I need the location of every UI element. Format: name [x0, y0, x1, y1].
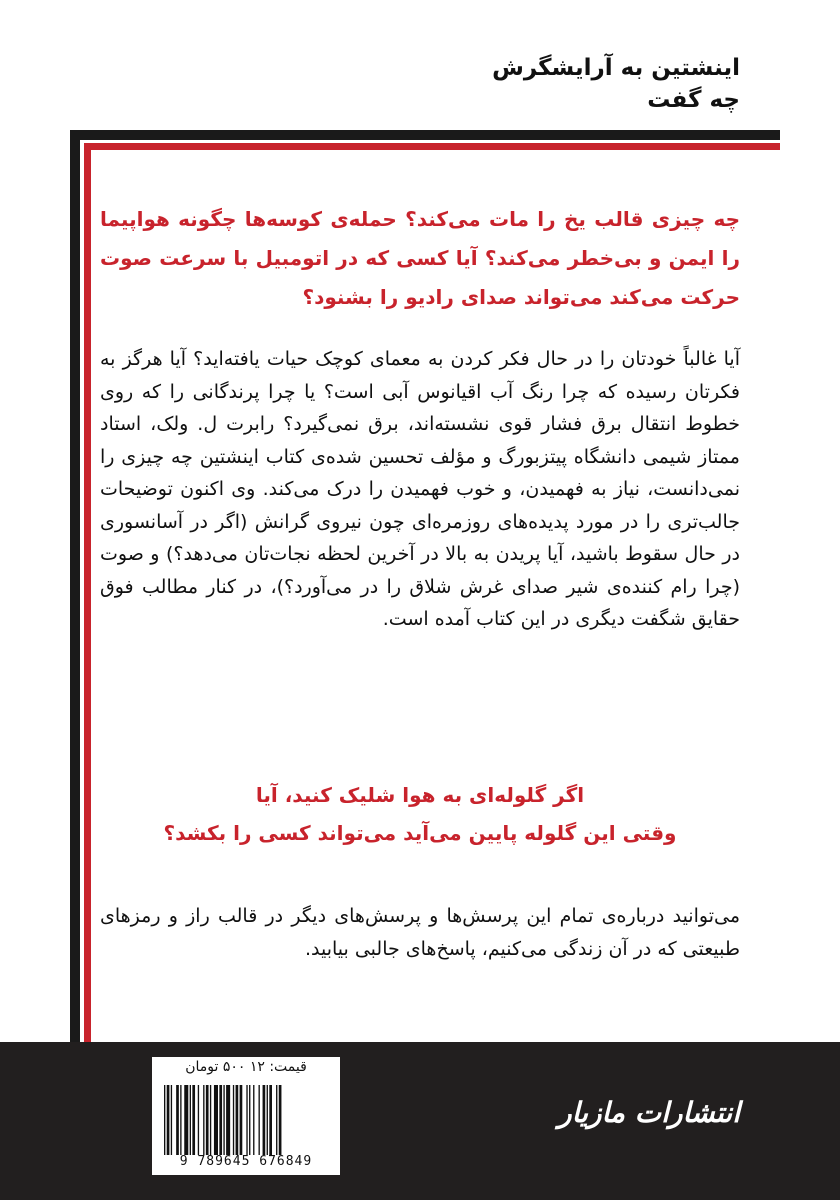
barcode-bar: [236, 1085, 239, 1155]
barcode-bar: [192, 1085, 195, 1155]
barcode-bar: [267, 1085, 268, 1155]
frame-left-red: [84, 143, 91, 1042]
book-title-line2: چه گفت: [647, 87, 740, 113]
barcode-bar: [214, 1085, 218, 1155]
barcode-bar: [167, 1085, 170, 1155]
barcode-bar: [210, 1085, 211, 1155]
isbn-barcode: [160, 1085, 332, 1155]
barcode-bar: [206, 1085, 209, 1155]
frame-top-red: [84, 143, 780, 150]
barcode-bar: [240, 1085, 243, 1155]
frame-top-black: [70, 130, 780, 140]
publisher-logo: انتشارات مازیار: [558, 1096, 740, 1129]
barcode-bar: [171, 1085, 172, 1155]
barcode-bar: [198, 1085, 199, 1155]
barcode-bar: [259, 1085, 260, 1155]
barcode-bar: [253, 1085, 254, 1155]
barcode-bar: [219, 1085, 222, 1155]
book-title: [492, 52, 740, 116]
barcode-bar: [226, 1085, 230, 1155]
highlight-quote-line2: وقتی این گلوله پایین می‌آید می‌تواند کسی را بکشد؟: [163, 821, 677, 845]
price-barcode-box: [152, 1057, 340, 1175]
barcode-bar: [176, 1085, 179, 1155]
frame-left-black: [70, 130, 80, 1042]
barcode-bar: [180, 1085, 181, 1155]
barcode-bar: [190, 1085, 191, 1155]
barcode-bar: [233, 1085, 234, 1155]
highlight-quote: [0, 776, 840, 852]
price-label: قیمت: ۱۲ ۵۰۰ تومان: [185, 1059, 307, 1075]
book-title-line1: اینشتین به آرایشگرش: [492, 55, 740, 81]
barcode-bar: [249, 1085, 250, 1155]
barcode-bar: [246, 1085, 247, 1155]
barcode-bar: [184, 1085, 188, 1155]
barcode-bar: [223, 1085, 224, 1155]
highlight-quote-line1: اگر گلوله‌ای به هوا شلیک کنید، آیا: [255, 783, 585, 807]
barcode-bar: [203, 1085, 204, 1155]
barcode-bar: [276, 1085, 277, 1155]
barcode-bar: [263, 1085, 266, 1155]
barcode-bar: [279, 1085, 282, 1155]
barcode-bar: [164, 1085, 165, 1155]
lead-paragraph: چه چیزی قالب یخ را مات می‌کند؟ حمله‌ی کوسه‌ها چگونه هواپیما را ایمن و بی‌خطر می‌کند؟ آیا کسی که در اتومبیل با سرعت صوت حرکت می‌کند می‌تواند صدای رادیو را بشنود؟: [100, 207, 740, 309]
barcode-bar: [269, 1085, 272, 1155]
closing-paragraph: می‌توانید درباره‌ی تمام این پرسش‌ها و پرسش‌های دیگر در قالب راز و رمزهای طبیعتی که در آن زندگی می‌کنیم، پاسخ‌های جالبی بیابید.: [100, 905, 740, 960]
body-paragraph: آیا غالباً خودتان را در حال فکر کردن به معمای کوچک حیات یافته‌اید؟ آیا هرگز به فکرتان رسیده که چرا رنگ آب اقیانوس آبی است؟ یا چرا پرندگانی را که روی خطوط انتقال برق فشار قوی نشسته‌اند، برق نمی‌گیرد؟ رابرت ل. ولک، استاد ممتاز شیمی دانشگاه پیتزبورگ و مؤلف تحسین شده‌ی کتاب اینشتین چه چیزی را نمی‌دانست، نیاز به فهمیدن، و خوب فهمیدن را درک می‌کند. وی اکنون توضیحات جالب‌تری را در مورد پدیده‌های روزمره‌ای چون نیروی گرانش (اگر در آسانسوری در حال سقوط باشید، آیا پریدن به بالا در آخرین لحظه نجات‌تان می‌دهد؟) و صوت (چرا رام کننده‌ی شیر صدای غرش شلاق را در می‌آورد؟)، در کنار مطالب فوق حقایق شگفت دیگری در این کتاب آمده است.: [100, 348, 740, 630]
isbn-number: 9 789645 676849: [179, 1154, 313, 1169]
